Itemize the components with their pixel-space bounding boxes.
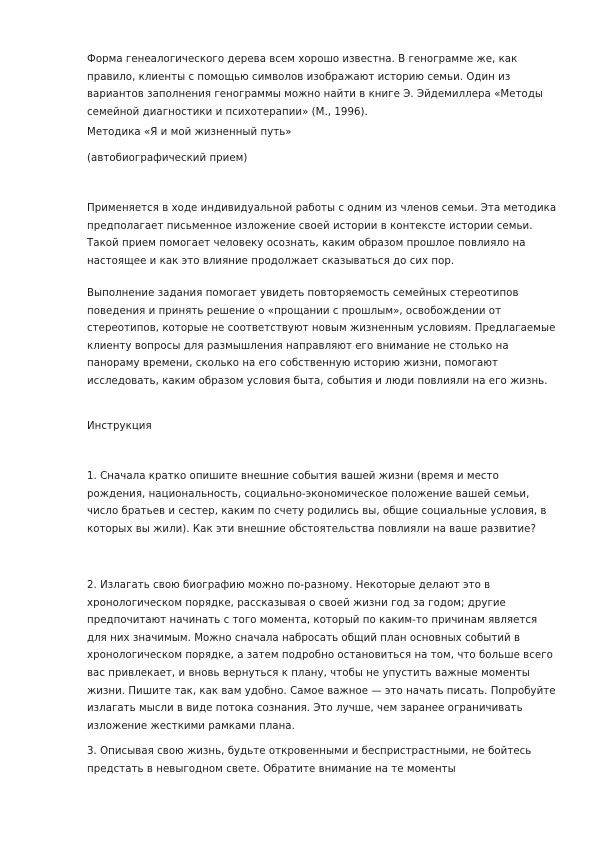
goal-paragraph: Выполнение задания помогает увидеть повторяемость семейных стереотипов поведения и принять решение о «прощании с прошлым», освобождении от стереотипов, которые не соответствуют новым жизненным условиям. Предлагаемые клиенту вопросы для размышления направляют его внимание не столько на панораму времени, сколько на его собственную историю жизни, помогают исследовать, каким образом условия быта, события и люди повлияли на его жизнь. xyxy=(87,288,556,387)
intro-paragraph: Форма генеалогического дерева всем хорошо известна. В генограмме же, как правило, клиенты с помощью символов изображают историю семьи. Один из вариантов заполнения генограммы можно найти в книге Э. Эйдемиллера «Методы семейной диагностики и психотерапии» (М., 1996). xyxy=(87,54,544,118)
method-title: Методика «Я и мой жизненный путь» xyxy=(87,127,292,138)
instruction-heading: Инструкция xyxy=(87,421,152,432)
instruction-item-1: 1. Сначала кратко опишите внешние события вашей жизни (время и место рождения, национальность, социально-экономическое положение вашей семьи, число братьев и сестер, каким по счету родились вы, общие социальные условия, в которых вы жили). Как эти внешние обстоятельства повлияли на ваше развитие? xyxy=(87,471,547,535)
instruction-item-3: 3. Описывая свою жизнь, будьте откровенными и беспристрастными, не бойтесь предстать в невыгодном свете. Обратите внимание на те моменты xyxy=(87,746,532,775)
instruction-item-2: 2. Излагать свою биографию можно по-разному. Некоторые делают это в хронологическом порядке, рассказывая о своей жизни год за годом; другие предпочитают начинать с того момента, который по каким-то причинам является для них значимым. Можно сначала набросать общий план основных событий в хронологическом порядке, а затем подробно остановиться на том, что больше всего вас привлекает, и вновь вернуться к плану, чтобы не упустить важные моменты жизни. Пишите так, как вам удобно. Самое важное — это начать писать. Попробуйте излагать мысли в виде потока сознания. Это лучше, чем заранее ограничивать изложение жесткими рамками плана. xyxy=(87,580,556,732)
method-subtitle: (автобиографический прием) xyxy=(87,153,248,164)
application-paragraph: Применяется в ходе индивидуальной работы с одним из членов семьи. Эта методика предполагает письменное изложение своей истории в контексте истории семьи. Такой прием помогает человеку осознать, каким образом прошлое повлияло на настоящее и как это влияние продолжает сказываться до сих пор. xyxy=(87,203,557,267)
